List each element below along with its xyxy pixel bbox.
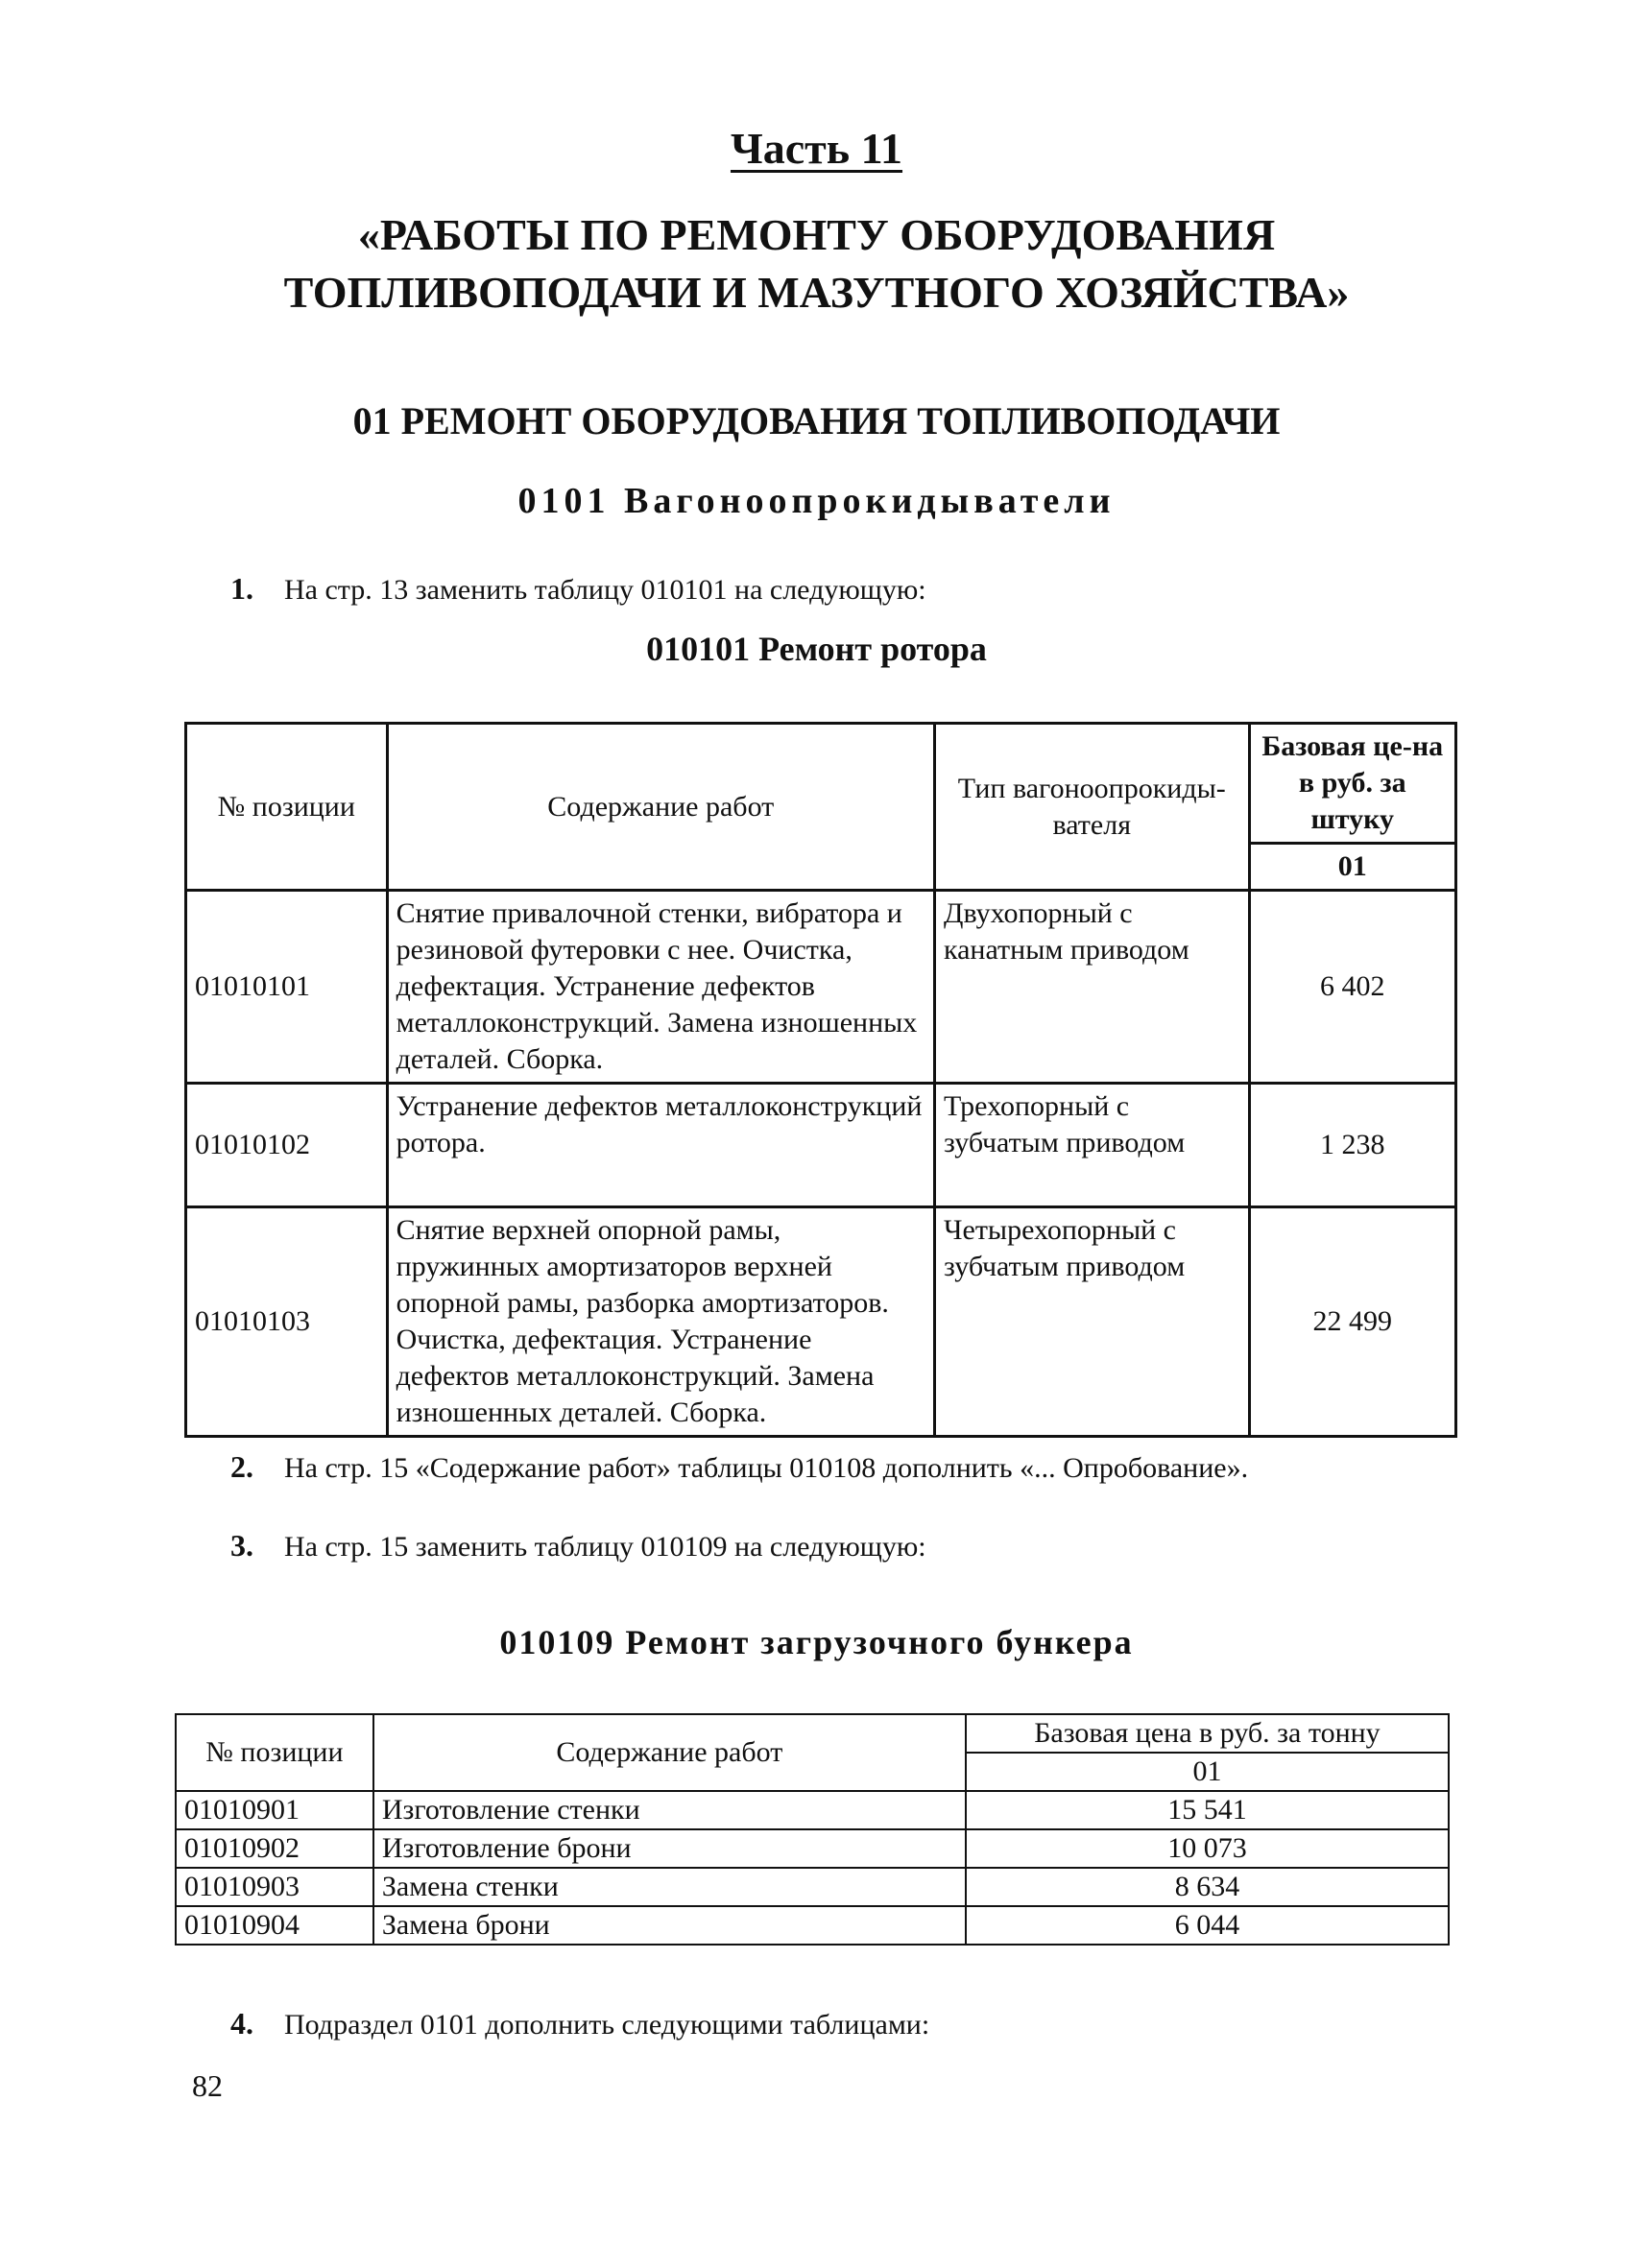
header-type: Тип вагоноопрокиды-вателя — [935, 724, 1250, 891]
table-row — [176, 1906, 1449, 1945]
item-number: 3. — [230, 1528, 253, 1563]
item-text: На стр. 13 заменить таблицу 010101 на следующую: — [284, 574, 926, 606]
header-price-sub: 01 — [966, 1753, 1449, 1791]
cell-price: 1 238 — [1249, 1084, 1456, 1207]
cell-price: 15 541 — [966, 1791, 1449, 1829]
cell-type: Четырехопорный с зубчатым приводом — [935, 1207, 1250, 1437]
header-price-sub: 01 — [1249, 844, 1456, 891]
subsection-heading: 0101 Вагоноопрокидыватели — [517, 481, 1116, 521]
cell-content: Замена стенки — [373, 1868, 966, 1906]
table-row — [186, 1207, 1456, 1437]
cell-content: Снятие привалочной стенки, вибратора и резиновой футеровки с нее. Очистка, дефектация. Устранение дефектов металлоконструкций. Замена изношенных деталей. Сборка. — [387, 891, 934, 1084]
table-row — [186, 1084, 1456, 1207]
cell-price: 6 402 — [1249, 891, 1456, 1084]
header-content: Содержание работ — [373, 1714, 966, 1791]
cell-price: 10 073 — [966, 1829, 1449, 1868]
table2 — [175, 1713, 1450, 1946]
item-number: 1. — [230, 571, 253, 606]
cell-content: Изготовление стенки — [373, 1791, 966, 1829]
table-row — [176, 1791, 1449, 1829]
cell-content: Снятие верхней опорной рамы, пружинных амортизаторов верхней опорной рамы, разборка амортизаторов. Очистка, дефектация. Устранение дефектов металлоконструкций. Замена изношенных деталей. Сборка. — [387, 1207, 934, 1437]
page-number: 82 — [192, 2068, 223, 2103]
table-header-row — [176, 1714, 1449, 1753]
item-number: 2. — [230, 1449, 253, 1484]
main-title-line-1: «РАБОТЫ ПО РЕМОНТУ ОБОРУДОВАНИЯ — [357, 210, 1276, 259]
cell-type: Трехопорный с зубчатым приводом — [935, 1084, 1250, 1207]
item-text: Подраздел 0101 дополнить следующими таблицами: — [284, 2009, 930, 2041]
table-row — [176, 1868, 1449, 1906]
item-3 — [230, 1528, 926, 1564]
table1 — [184, 722, 1457, 1438]
table-header-row — [186, 724, 1456, 844]
header-price: Базовая цена в руб. за тонну — [966, 1714, 1449, 1753]
header-content: Содержание работ — [387, 724, 934, 891]
cell-type: Двухопорный с канатным приводом — [935, 891, 1250, 1084]
item-number: 4. — [230, 2006, 253, 2041]
cell-pos: 01010902 — [176, 1829, 373, 1868]
table2-title: 010109 Ремонт загрузочного бункера — [499, 1623, 1134, 1661]
item-text: На стр. 15 заменить таблицу 010109 на следующую: — [284, 1531, 926, 1563]
cell-price: 8 634 — [966, 1868, 1449, 1906]
cell-content: Устранение дефектов металлоконструкций ротора. — [387, 1084, 934, 1207]
item-1 — [230, 571, 926, 607]
cell-pos: 01010101 — [186, 891, 388, 1084]
cell-pos: 01010903 — [176, 1868, 373, 1906]
table-row — [186, 891, 1456, 1084]
cell-content: Замена брони — [373, 1906, 966, 1945]
item-2 — [230, 1449, 1248, 1485]
header-pos: № позиции — [176, 1714, 373, 1791]
item-4 — [230, 2006, 929, 2041]
cell-pos: 01010904 — [176, 1906, 373, 1945]
item-text: На стр. 15 «Содержание работ» таблицы 010108 дополнить «... Опробование». — [284, 1452, 1249, 1484]
cell-content: Изготовление брони — [373, 1829, 966, 1868]
main-title — [0, 206, 1633, 322]
part-heading: Часть 11 — [730, 124, 903, 173]
main-title-line-2: ТОПЛИВОПОДАЧИ И МАЗУТНОГО ХОЗЯЙСТВА» — [283, 268, 1350, 317]
cell-pos: 01010901 — [176, 1791, 373, 1829]
cell-price: 6 044 — [966, 1906, 1449, 1945]
table-row — [176, 1829, 1449, 1868]
section-heading: 01 РЕМОНТ ОБОРУДОВАНИЯ ТОПЛИВОПОДАЧИ — [352, 399, 1281, 442]
header-pos: № позиции — [186, 724, 388, 891]
cell-pos: 01010102 — [186, 1084, 388, 1207]
cell-price: 22 499 — [1249, 1207, 1456, 1437]
header-price: Базовая це-на в руб. за штуку — [1249, 724, 1456, 844]
table1-title: 010101 Ремонт ротора — [646, 630, 987, 668]
cell-pos: 01010103 — [186, 1207, 388, 1437]
